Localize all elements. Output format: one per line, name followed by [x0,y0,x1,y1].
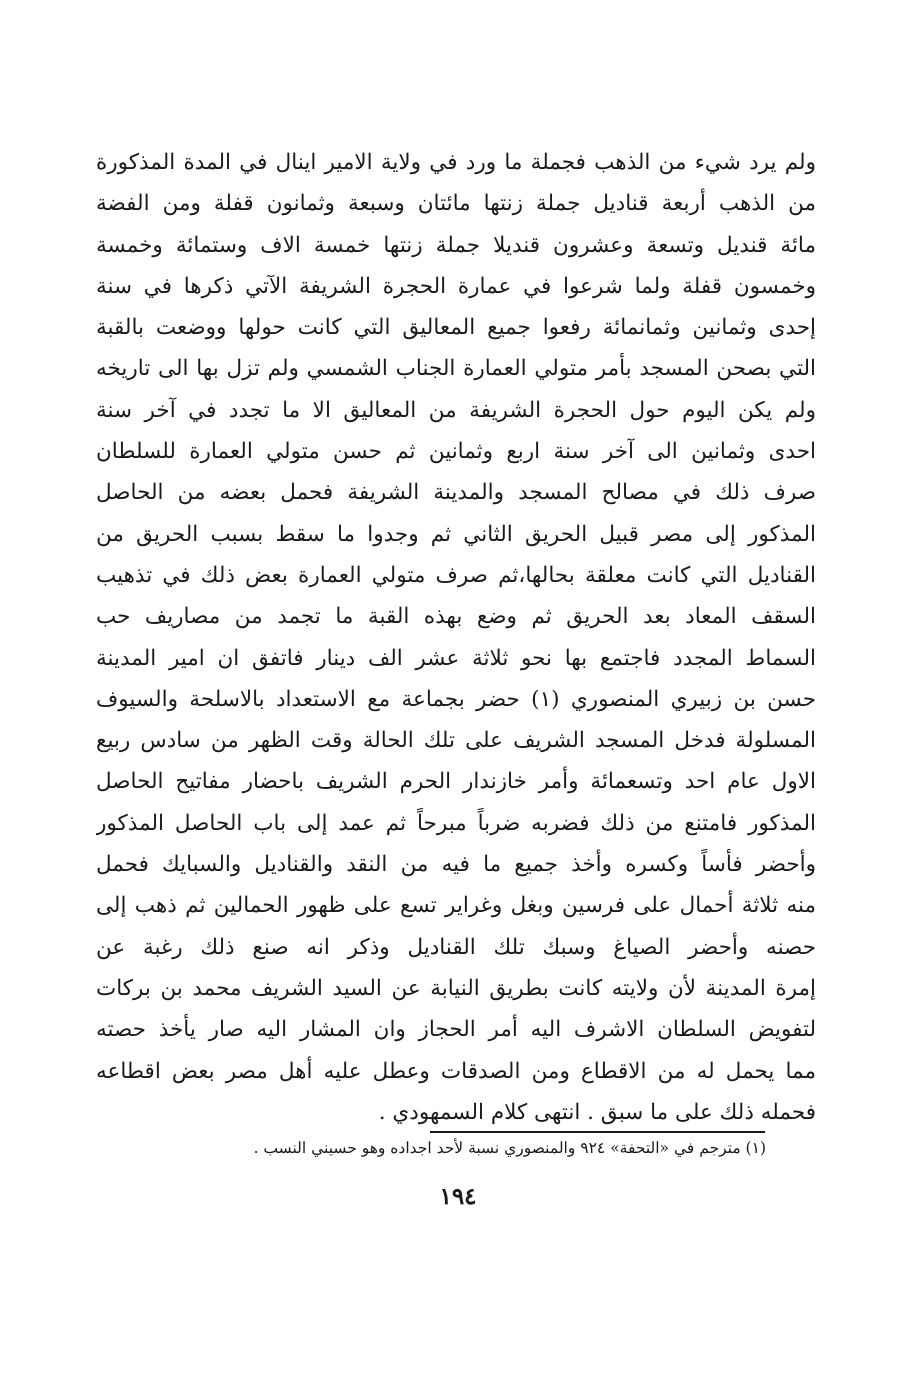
page-number: ١٩٤ [439,1183,477,1210]
text-line: وخمسون قفلة ولما شرعوا في عمارة الحجرة الشريفة الآتي ذكرها في سنة [96,273,816,299]
text-line: المذكور فامتنع من ذلك فضربه ضرباً مبرحاً ثم عمد إلى باب الحاصل المذكور [96,810,816,836]
text-line: من الذهب أربعة قناديل جملة زنتها مائتان وسبعة وثمانون قفلة ومن الفضة [96,191,816,217]
text-line: ولم يكن اليوم حول الحجرة الشريفة من المعاليق الا ما تجدد في آخر سنة [96,397,816,423]
text-line: مائة قنديل وتسعة وعشرون قنديلا جملة زنتها خمسة الاف وستمائة وخمسة [96,232,816,258]
text-line: الاول عام احد وتسعمائة وأمر خازندار الحرم الشريف باحضار مفاتيح الحاصل [96,769,816,795]
text-line-last: فحمله ذلك على ما سبق . انتهى كلام السمهودي . [378,1099,816,1125]
text-line: احدى وثمانين الى آخر سنة اربع وثمانين ثم حسن متولي العمارة للسلطان [96,439,816,465]
footnote-divider [430,1131,765,1133]
text-line: المسلولة فدخل المسجد الشريف على تلك الحالة وقت الظهر من سادس ربيع [96,728,816,754]
footnote: (١) مترجم في «التحفة» ٩٢٤ والمنصوري نسبة لأحد اجداده وهو حسيني النسب . [253,1139,766,1157]
text-line: صرف ذلك في مصالح المسجد والمدينة الشريفة فحمل بعضه من الحاصل [96,480,816,506]
text-line: السقف المعاد بعد الحريق ثم وضع بهذه القبة ما تجمد من مصاريف حب [96,604,816,630]
text-line: منه ثلاثة أحمال على فرسين وبغل وغراير تسع على ظهور الحمالين ثم ذهب إلى [96,893,816,919]
text-line: حسن بن زبيري المنصوري (١) حضر بجماعة مع الاستعداد بالاسلحة والسيوف [96,686,816,712]
text-line: حصنه وأحضر الصياغ وسبك تلك القناديل وذكر انه صنع ذلك رغبة عن [96,934,816,960]
text-line: المذكور إلى مصر قبيل الحريق الثاني ثم وجدوا ما سقط بسبب الحريق من [96,521,816,547]
text-line: مما يحمل له من الاقطاع ومن الصدقات وعطل عليه أهل مصر بعض اقطاعه [96,1058,816,1084]
text-line: لتفويض السلطان الاشرف اليه أمر الحجاز وان المشار اليه صار يأخذ حصته [96,1017,816,1043]
text-line: ولم يرد شيء من الذهب فجملة ما ورد في ولاية الامير اينال في المدة المذكورة [96,150,816,175]
text-line: إحدى وثمانين وثمانمائة رفعوا جميع المعاليق التي كانت حولها ووضعت بالقبة [96,315,816,341]
main-text-block [96,142,816,1133]
text-line: القناديل التي كانت معلقة بحالها،ثم صرف متولي العمارة بعض ذلك في تذهيب [96,562,816,588]
text-line: السماط المجدد فاجتمع بها نحو ثلاثة عشر الف دينار فاتفق ان امير المدينة [96,645,816,671]
text-line: إمرة المدينة لأن ولايته كانت بطريق النيابة عن السيد الشريف محمد بن بركات [96,975,816,1001]
text-line: التي بصحن المسجد بأمر متولي العمارة الجناب الشمسي ولم تزل بها الى تاريخه [96,356,816,382]
text-line: وأحضر فأساً وكسره وأخذ جميع ما فيه من النقد والقناديل والسبايك فحمل [96,852,816,878]
